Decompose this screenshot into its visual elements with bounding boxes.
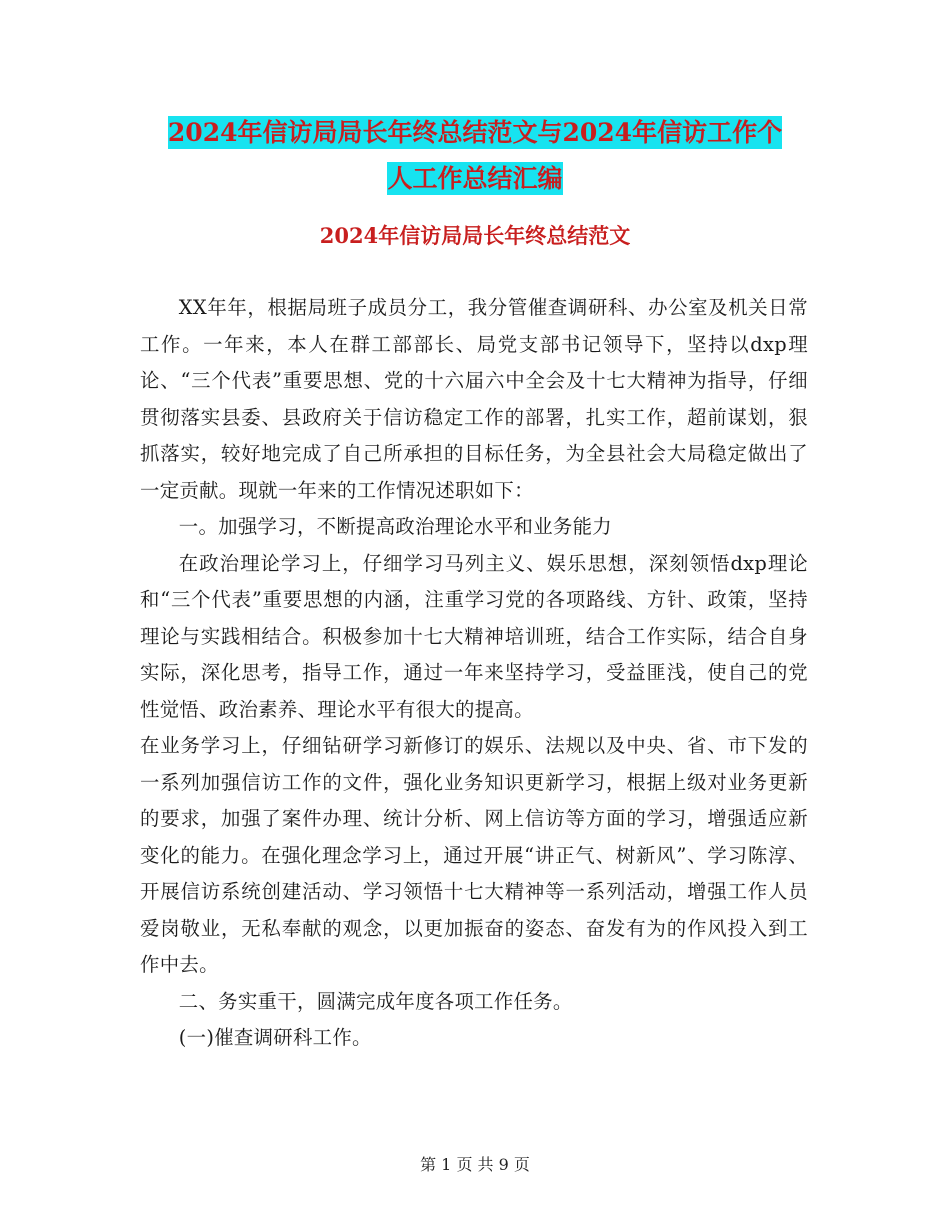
- paragraph-political-study: 在政治理论学习上，仔细学习马列主义、娱乐思想，深刻领悟dxp理论和“三个代表”重要思想的内涵，注重学习党的各项路线、方针、政策，坚持理论与实践相结合。积极参加十七大精神培训班，结合工作实际，结合自身实际，深化思考，指导工作，通过一年来坚持学习，受益匪浅，使自己的党性觉悟、政治素养、理论水平有很大的提高。: [140, 551, 808, 721]
- heading-work-tasks: 二、务实重干，圆满完成年度各项工作任务。: [178, 989, 573, 1013]
- section-title: 2024年信访局局长年终总结范文: [319, 223, 631, 248]
- document-body: [140, 290, 808, 1057]
- document-title: [140, 110, 810, 202]
- heading-study: 一。加强学习，不断提高政治理论水平和业务能力: [178, 515, 612, 538]
- heading-investigation-section: (一)催查调研科工作。: [178, 1026, 372, 1049]
- document-title-line-2: 人工作总结汇编: [387, 164, 563, 193]
- page-footer: 第 1 页 共 9 页: [420, 1155, 530, 1174]
- paragraph-intro: XX年年，根据局班子成员分工，我分管催查调研科、办公室及机关日常工作。一年来，本人在群工部部长、局党支部书记领导下，坚持以dxp理论、“三个代表”重要思想、党的十六届六中全会及十七大精神为指导，仔细贯彻落实县委、县政府关于信访稳定工作的部署，扎实工作，超前谋划，狠抓落实，较好地完成了自己所承担的目标任务，为全县社会大局稳定做出了一定贡献。现就一年来的工作情况述职如下：: [140, 296, 808, 502]
- document-title-line-1: 2024年信访局局长年终总结范文与2024年信访工作个: [167, 118, 783, 147]
- paragraph-business-study: 在业务学习上，仔细钻研学习新修订的娱乐、法规以及中央、省、市下发的一系列加强信访工作的文件，强化业务知识更新学习，根据上级对业务更新的要求，加强了案件办理、统计分析、网上信访等方面的学习，增强适应新变化的能力。在强化理念学习上，通过开展“讲正气、树新风”、学习陈淳、开展信访系统创建活动、学习领悟十七大精神等一系列活动，增强工作人员爱岗敬业，无私奉献的观念，以更加振奋的姿态、奋发有为的作风投入到工作中去。: [140, 734, 808, 976]
